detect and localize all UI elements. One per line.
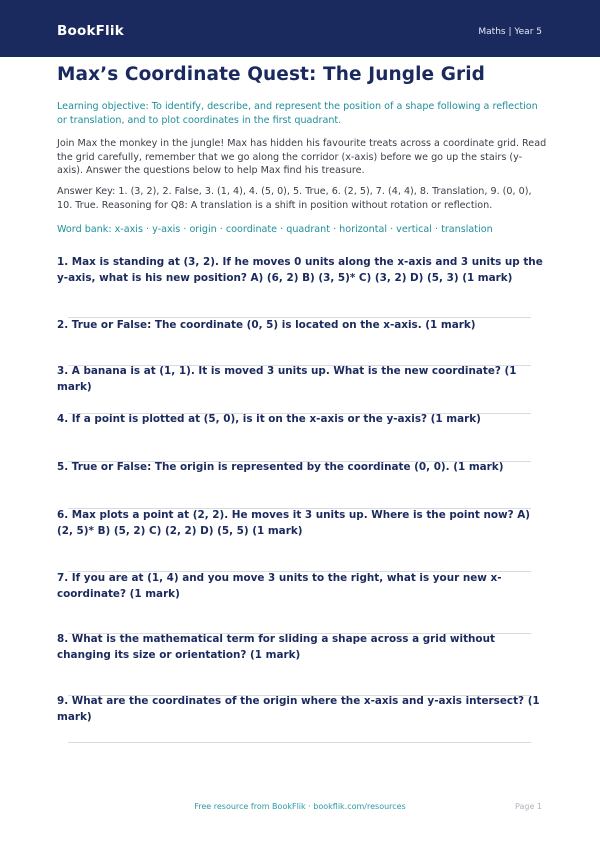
footer-credit[interactable]: Free resource from BookFlik · bookflik.com/resources [194, 802, 406, 811]
page-number: Page 1 [515, 802, 542, 811]
worksheet-title: Max’s Coordinate Quest: The Jungle Grid [57, 64, 485, 85]
question-3: 3. A banana is at (1, 1). It is moved 3 units up. What is the new coordinate? (1 mark) [57, 365, 517, 393]
answer-line-9 [68, 742, 531, 743]
subject-year-label: Maths | Year 5 [478, 27, 542, 37]
brand-logo[interactable]: BookFlik [57, 23, 124, 39]
answer-key: Answer Key: 1. (3, 2), 2. False, 3. (1, 4), 4. (5, 0), 5. True, 6. (2, 5), 7. (4, 4), 8. Translation, 9. (0, 0), 10. True. Reasoning for Q8: A translation is a shift in position without rotation or reflection. [57, 186, 532, 211]
question-1: 1. Max is standing at (3, 2). If he moves 0 units along the x-axis and 3 units up the y-axis, what is his new position? A) (6, 2) B) (3, 5)* C) (3, 2) D) (5, 3) (1 mark) [57, 256, 543, 284]
page-header [0, 0, 600, 57]
word-bank: Word bank: x-axis · y-axis · origin · coordinate · quadrant · horizontal · vertical · translation [57, 224, 493, 235]
question-2: 2. True or False: The coordinate (0, 5) is located on the x-axis. (1 mark) [57, 319, 476, 331]
question-7: 7. If you are at (1, 4) and you move 3 units to the right, what is your new x-coordinate? (1 mark) [57, 572, 502, 600]
question-6: 6. Max plots a point at (2, 2). He moves it 3 units up. Where is the point now? A) (2, 5)* B) (5, 2) C) (2, 2) D) (5, 5) (1 mark) [57, 509, 531, 537]
question-4: 4. If a point is plotted at (5, 0), is it on the x-axis or the y-axis? (1 mark) [57, 413, 481, 425]
learning-objective: Learning objective: To identify, describe, and represent the position of a shape following a reflection or translation, and to plot coordinates in the first quadrant. [57, 101, 538, 126]
question-5: 5. True or False: The origin is represented by the coordinate (0, 0). (1 mark) [57, 461, 504, 473]
question-8: 8. What is the mathematical term for sliding a shape across a grid without changing its size or orientation? (1 mark) [57, 633, 495, 661]
question-9: 9. What are the coordinates of the origin where the x-axis and y-axis intersect? (1 mark) [57, 695, 540, 723]
intro-paragraph: Join Max the monkey in the jungle! Max has hidden his favourite treats across a coordinate grid. Read the grid carefully, remember that we go along the corridor (x-axis) before we go up the stairs (y-axis). Answer the questions below to help Max find his treasure. [57, 138, 547, 177]
